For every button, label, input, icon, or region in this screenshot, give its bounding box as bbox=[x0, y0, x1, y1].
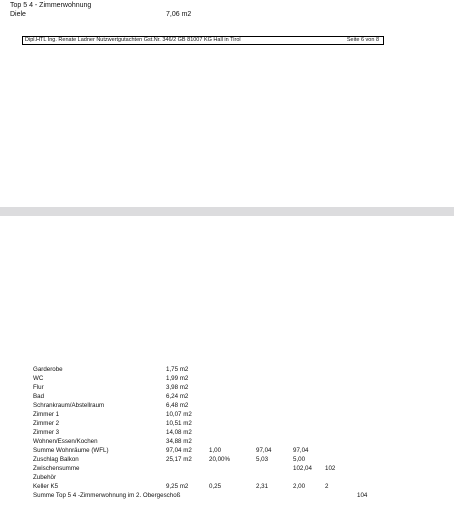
summary-label: Zubehör bbox=[33, 474, 57, 481]
summary-area: 25,17 m2 bbox=[166, 456, 192, 463]
room-label: Zimmer 2 bbox=[33, 420, 60, 427]
summary-area: 9,25 m2 bbox=[166, 483, 189, 490]
unit-heading: Top 5 4 - Zimmerwohnung bbox=[10, 2, 92, 9]
page-footer bbox=[22, 36, 384, 45]
room-area: 6,48 m2 bbox=[166, 402, 189, 409]
footer-page-number: Seite 6 von 8 bbox=[346, 37, 379, 43]
summary-row-wohnraeume bbox=[0, 447, 454, 455]
room-area: 10,07 m2 bbox=[166, 411, 192, 418]
summary-area: 97,04 m2 bbox=[166, 447, 192, 454]
summary-row-keller bbox=[0, 483, 454, 491]
summary-rounded-area: 97,04 bbox=[293, 447, 309, 454]
room-area: 1,99 m2 bbox=[166, 375, 189, 382]
summary-weighted-area: 5,03 bbox=[256, 456, 269, 463]
room-row bbox=[0, 393, 454, 401]
room-area: 1,75 m2 bbox=[166, 366, 189, 373]
room-row bbox=[0, 384, 454, 392]
summary-subtotal-rounded: 102 bbox=[325, 465, 336, 472]
room-label: Flur bbox=[33, 384, 44, 391]
summary-label: Keller K5 bbox=[33, 483, 59, 490]
room-name: Diele bbox=[10, 11, 26, 18]
summary-rounded-area: 5,00 bbox=[293, 456, 306, 463]
room-row bbox=[0, 438, 454, 446]
summary-row-zwischensumme bbox=[0, 465, 454, 473]
summary-factor: 0,25 bbox=[209, 483, 222, 490]
summary-weighted-area: 2,31 bbox=[256, 483, 269, 490]
summary-rounded-area: 2,00 bbox=[293, 483, 306, 490]
room-row bbox=[0, 429, 454, 437]
room-label: Zimmer 1 bbox=[33, 411, 60, 418]
room-label: Schrankraum/Abstellraum bbox=[33, 402, 105, 409]
summary-label: Summe Wohnräume (WFL) bbox=[33, 447, 109, 454]
summary-row-balkon bbox=[0, 456, 454, 464]
room-label: Bad bbox=[33, 393, 45, 400]
room-area: 14,08 m2 bbox=[166, 429, 192, 436]
summary-label: Zwischensumme bbox=[33, 465, 80, 472]
summary-subtotal: 102,04 bbox=[293, 465, 312, 472]
room-label: Garderobe bbox=[33, 366, 63, 373]
summary-row-total bbox=[0, 492, 454, 500]
summary-label: Zuschlag Balkon bbox=[33, 456, 79, 463]
room-row bbox=[0, 375, 454, 383]
footer-author-reference: Dipl.HTL Ing. Renate Ladner Nutzwertgutachten Gst.Nr. 346/2 GB 81007 KG Hall in Tirol bbox=[25, 37, 241, 43]
room-area: 6,24 m2 bbox=[166, 393, 189, 400]
room-row bbox=[0, 411, 454, 419]
room-row bbox=[0, 366, 454, 374]
room-area: 34,88 m2 bbox=[166, 438, 192, 445]
room-row bbox=[0, 420, 454, 428]
summary-factor: 1,00 bbox=[209, 447, 222, 454]
room-area: 3,98 m2 bbox=[166, 384, 189, 391]
summary-nutzwert: 2 bbox=[325, 483, 329, 490]
summary-weighted-area: 97,04 bbox=[256, 447, 272, 454]
summary-factor: 20,00% bbox=[209, 456, 230, 463]
room-label: Wohnen/Essen/Kochen bbox=[33, 438, 98, 445]
room-area: 7,06 m2 bbox=[166, 11, 192, 18]
room-label: Zimmer 3 bbox=[33, 429, 60, 436]
summary-row-zubehoer bbox=[0, 474, 454, 482]
room-label: WC bbox=[33, 375, 44, 382]
room-area: 10,51 m2 bbox=[166, 420, 192, 427]
summary-total-value: 104 bbox=[357, 492, 368, 499]
page-separator bbox=[0, 207, 454, 216]
summary-total-label: Summe Top 5 4 -Zimmerwohnung im 2. Obergeschoß bbox=[33, 492, 181, 499]
room-row bbox=[0, 402, 454, 410]
